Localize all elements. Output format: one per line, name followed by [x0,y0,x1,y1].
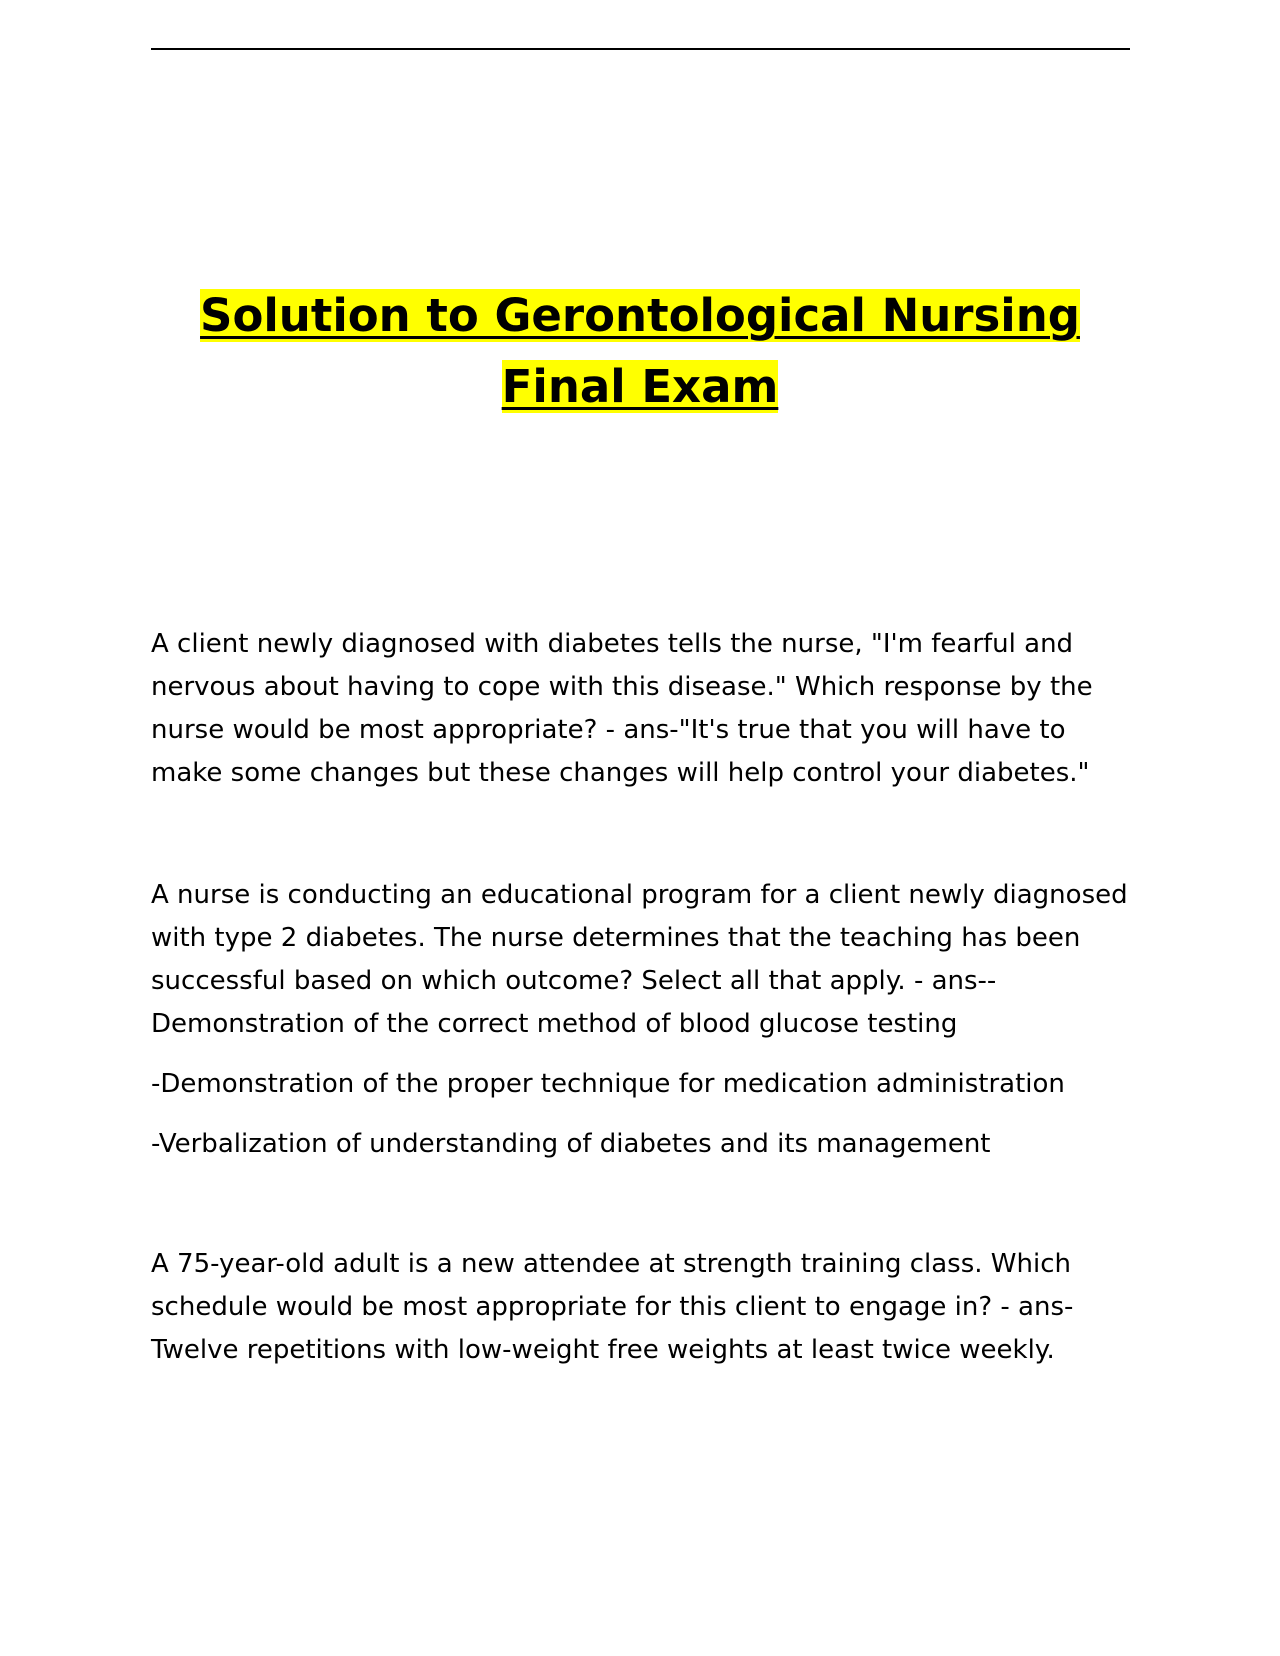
header-rule [151,48,1130,50]
title-line-2: Final Exam [501,360,779,413]
question-2: A nurse is conducting an educational program for a client newly diagnosed with type 2 diabetes. The nurse determines that the teaching has been successful based on which outcome? Select all that apply. - ans--Demonstration of the correct method of blood glucose testing [151,880,1128,1039]
title-line-1: Solution to Gerontological Nursing [200,289,1080,342]
question-1: A client newly diagnosed with diabetes tells the nurse, "I'm fearful and nervous about having to cope with this disease." Which response by the nurse would be most appropriate? - ans-"It's true that you will have to make some changes but these changes will help control your diabetes." [151,629,1093,788]
question-2-answer-2: -Demonstration of the proper technique for medication administration [151,1069,1065,1099]
question-3: A 75-year-old adult is a new attendee at strength training class. Which schedule would be most appropriate for this client to engage in? - ans-Twelve repetitions with low-weight free weights at least twice weekly. [151,1249,1074,1365]
document-title [100,280,1180,422]
question-2-answer-3: -Verbalization of understanding of diabetes and its management [151,1129,991,1159]
